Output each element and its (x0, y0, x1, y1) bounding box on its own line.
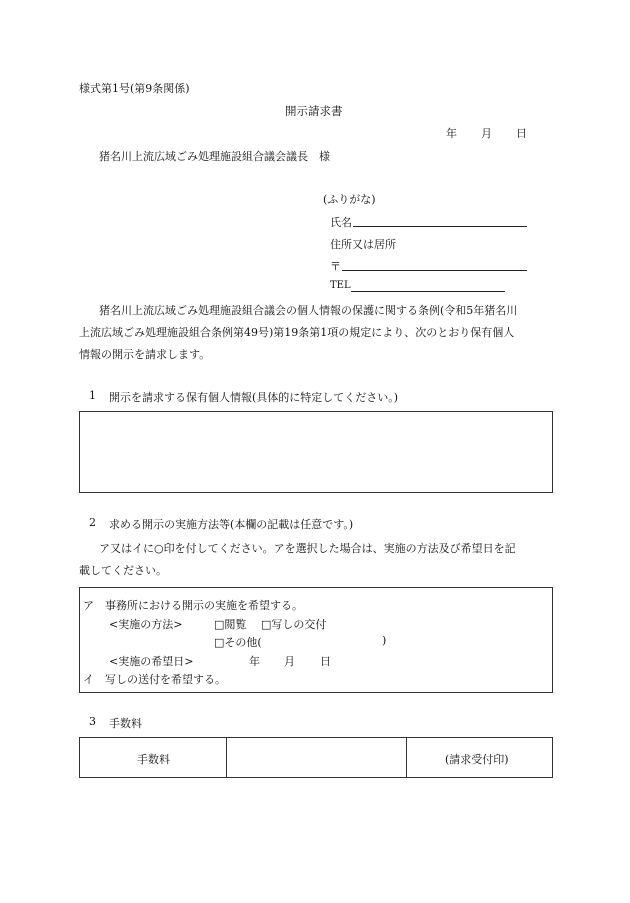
furigana-label: (ふりがな) (323, 193, 376, 206)
section2-note-line-1: ア又はイに○印を付してください。アを選択した場合は、実施の方法及び希望日を記 (99, 542, 516, 555)
method-copy-checkbox[interactable]: □写しの交付 (261, 618, 327, 631)
method-view-checkbox[interactable]: □閲覧 (214, 618, 247, 631)
fee-table-divider-2 (406, 738, 407, 777)
section1-number: 1 (89, 389, 96, 402)
date-day: 日 (516, 127, 527, 140)
section1-heading: 開示を請求する保有個人情報(具体的に特定してください。) (109, 391, 399, 404)
intro-line-2: 上流広域ごみ処理施設組合条例第49号)第19条第1項の規定により、次のとおり保有個人 (79, 326, 515, 339)
desired-date-year: 年 (249, 655, 260, 668)
section2-heading: 求める開示の実施方法等(本欄の記載は任意です。) (109, 518, 354, 531)
disclosure-method-box (79, 587, 553, 693)
option-a[interactable]: ア 事務所における開示の実施を希望する。 (83, 599, 303, 612)
form-number: 様式第1号(第9条関係) (79, 82, 190, 95)
name-field-line[interactable] (353, 226, 527, 227)
tel-label: TEL (330, 280, 351, 291)
tel-field-line[interactable] (351, 291, 505, 292)
method-label: <実施の方法> (109, 618, 183, 631)
page-title: 開示請求書 (285, 104, 343, 118)
method-other-checkbox[interactable]: □その他( (214, 636, 262, 649)
stamp-label: (請求受付印) (445, 753, 509, 766)
personal-info-textarea[interactable] (79, 411, 553, 493)
fee-table-divider-1 (226, 738, 227, 777)
postal-field-line[interactable] (342, 270, 527, 271)
section3-number: 3 (89, 715, 96, 728)
fee-table (79, 737, 553, 778)
section2-number: 2 (89, 516, 96, 529)
date-month: 月 (481, 127, 492, 140)
desired-date-month: 月 (284, 655, 295, 668)
method-other-close: ) (382, 634, 387, 647)
postal-label: 〒 (330, 260, 341, 273)
address-label: 住所又は居所 (330, 238, 396, 251)
desired-date-label: <実施の希望日> (109, 655, 194, 668)
desired-date-day: 日 (320, 655, 331, 668)
section2-note-line-2: 載してください。 (79, 564, 167, 577)
fee-label: 手数料 (137, 753, 170, 766)
option-b[interactable]: イ 写しの送付を希望する。 (83, 673, 226, 686)
intro-line-1: 猪名川上流広域ごみ処理施設組合議会の個人情報の保護に関する条例(令和5年猪名川 (99, 304, 518, 317)
section3-heading: 手数料 (109, 717, 142, 730)
date-year: 年 (446, 127, 457, 140)
name-label: 氏名 (330, 216, 352, 229)
intro-line-3: 情報の開示を請求します。 (79, 348, 211, 361)
addressee: 猪名川上流広域ごみ処理施設組合議会議長 様 (99, 150, 330, 163)
